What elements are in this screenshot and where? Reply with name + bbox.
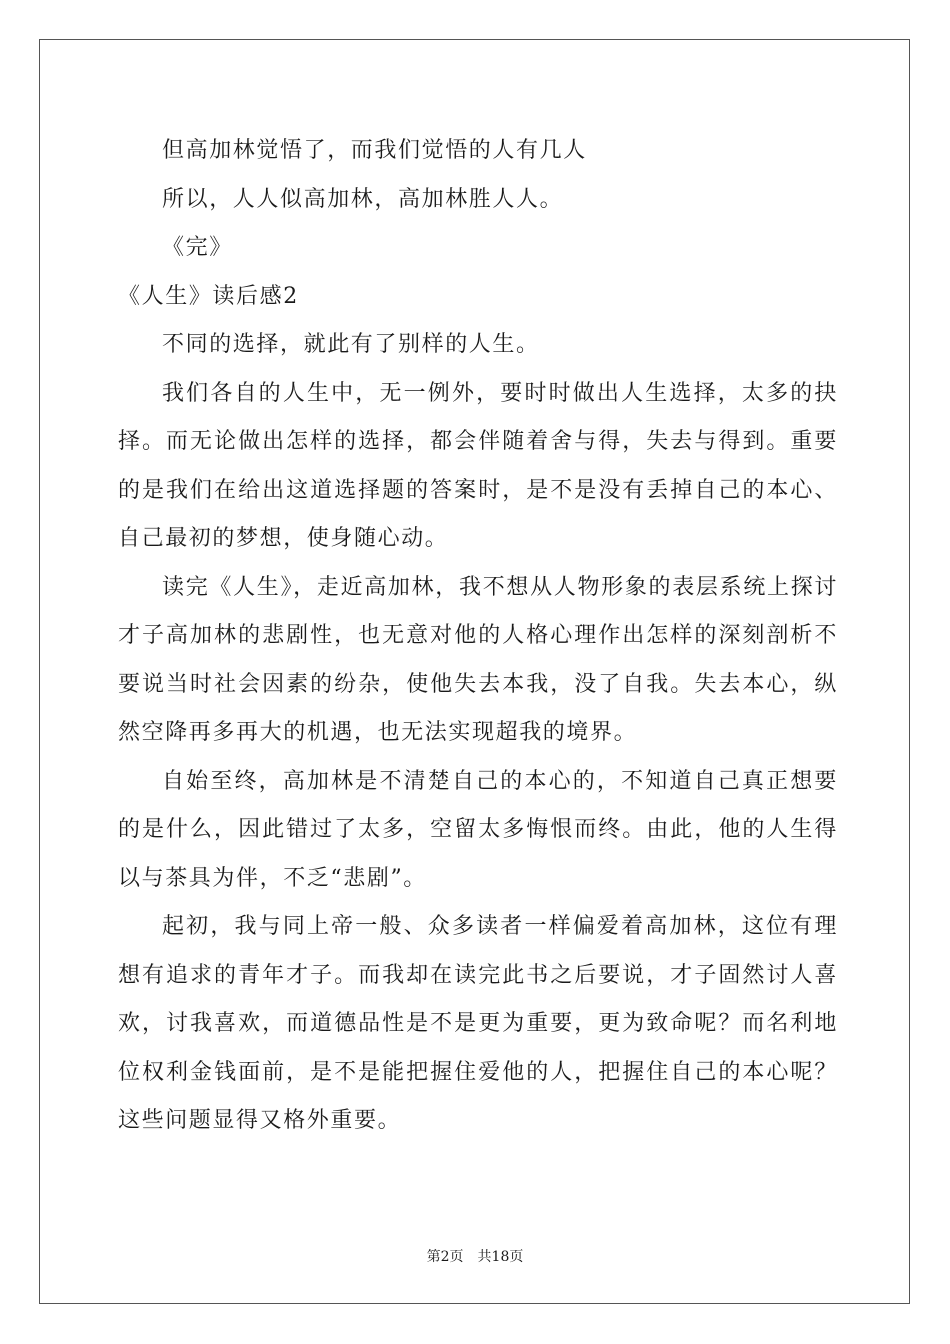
paragraph-end-mark: 《完》: [162, 235, 233, 260]
paragraph-1: 但高加林觉悟了，而我们觉悟的人有几人: [162, 138, 587, 163]
paragraph-6: 自始至终，高加林是不清楚自己的本心的，不知道自己真正想要的是什么，因此错过了太多，空留太多悔恨而终。由此，他的人生得以与茶具为伴，不乏“悲剧”。: [118, 768, 838, 891]
section-heading: 《人生》读后感2: [118, 283, 299, 309]
paragraph-5: 读完《人生》，走近高加林，我不想从人物形象的表层系统上探讨才子高加林的悲剧性，也无意对他的人格心理作出怎样的深刻剖析不要说当时社会因素的纷杂，使他失去本我，没了自我。失去本心，纵然空降再多再大的机遇，也无法实现超我的境界。: [118, 574, 838, 745]
paragraph-4: 我们各自的人生中，无一例外，要时时做出人生选择，太多的抉择。而无论做出怎样的选择，都会伴随着舍与得，失去与得到。重要的是我们在给出这道选择题的答案时，是不是没有丢掉自己的本心、自己最初的梦想，使身随心动。: [118, 380, 838, 551]
paragraph-2: 所以，人人似高加林，高加林胜人人。: [162, 186, 564, 212]
paragraph-3: 不同的选择，就此有了别样的人生。: [162, 332, 540, 357]
page-total: 共18页: [477, 1249, 524, 1265]
paragraph-7: 起初，我与同上帝一般、众多读者一样偏爱着高加林，这位有理想有追求的青年才子。而我却在读完此书之后要说，才子固然讨人喜欢，讨我喜欢，而道德品性是不是更为重要，更为致命呢？而名利地位权利金钱面前，是不是能把握住爱他的人，把握住自己的本心呢？这些问题显得又格外重要。: [118, 914, 838, 1133]
page-number: 第2页: [426, 1249, 464, 1265]
page-footer: [0, 1246, 950, 1266]
document-body: [118, 127, 838, 1146]
